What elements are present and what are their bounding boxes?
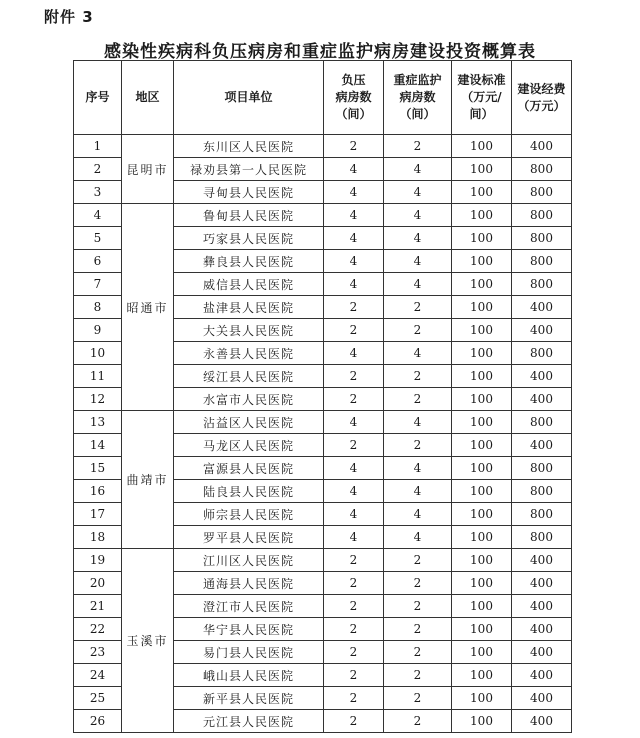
row-cost: 800 [512,342,572,365]
row-icu: 4 [384,503,452,526]
row-standard: 100 [452,664,512,687]
row-cost: 800 [512,250,572,273]
row-icu: 2 [384,595,452,618]
row-standard: 100 [452,342,512,365]
row-unit: 马龙区人民医院 [174,434,324,457]
row-icu: 2 [384,388,452,411]
row-icu: 4 [384,411,452,434]
row-seq: 11 [74,365,122,388]
row-unit: 江川区人民医院 [174,549,324,572]
row-unit: 威信县人民医院 [174,273,324,296]
row-unit: 彝良县人民医院 [174,250,324,273]
attachment-label: 附件 3 [44,8,94,26]
row-cost: 800 [512,411,572,434]
row-cost: 400 [512,388,572,411]
row-icu: 4 [384,181,452,204]
row-unit: 东川区人民医院 [174,135,324,158]
row-neg-pressure: 2 [324,434,384,457]
row-standard: 100 [452,273,512,296]
row-seq: 10 [74,342,122,365]
row-unit: 大关县人民医院 [174,319,324,342]
budget-table [73,60,572,733]
row-seq: 8 [74,296,122,319]
row-cost: 800 [512,457,572,480]
row-icu: 2 [384,710,452,733]
row-cost: 400 [512,710,572,733]
row-neg-pressure: 4 [324,181,384,204]
row-seq: 16 [74,480,122,503]
row-seq: 22 [74,618,122,641]
row-standard: 100 [452,319,512,342]
header-standard: 建设标准 （万元/ 间） [452,61,512,135]
row-seq: 18 [74,526,122,549]
row-standard: 100 [452,388,512,411]
row-unit: 绥江县人民医院 [174,365,324,388]
region-cell: 曲靖市 [122,411,174,549]
row-standard: 100 [452,572,512,595]
row-unit: 鲁甸县人民医院 [174,204,324,227]
header-row [74,61,572,135]
row-seq: 25 [74,687,122,710]
row-standard: 100 [452,181,512,204]
row-unit: 通海县人民医院 [174,572,324,595]
row-neg-pressure: 2 [324,296,384,319]
row-icu: 2 [384,618,452,641]
row-neg-pressure: 2 [324,135,384,158]
row-unit: 巧家县人民医院 [174,227,324,250]
header-icu: 重症监护 病房数 （间） [384,61,452,135]
row-standard: 100 [452,411,512,434]
row-unit: 寻甸县人民医院 [174,181,324,204]
row-neg-pressure: 2 [324,641,384,664]
row-unit: 新平县人民医院 [174,687,324,710]
row-neg-pressure: 2 [324,365,384,388]
row-neg-pressure: 2 [324,710,384,733]
row-seq: 14 [74,434,122,457]
row-standard: 100 [452,641,512,664]
row-standard: 100 [452,296,512,319]
table-body [74,135,572,733]
row-unit: 水富市人民医院 [174,388,324,411]
table-row [74,204,572,227]
row-seq: 20 [74,572,122,595]
row-standard: 100 [452,526,512,549]
row-neg-pressure: 2 [324,388,384,411]
row-standard: 100 [452,250,512,273]
row-cost: 400 [512,572,572,595]
row-icu: 2 [384,365,452,388]
header-cost: 建设经费 （万元） [512,61,572,135]
row-neg-pressure: 4 [324,273,384,296]
row-seq: 7 [74,273,122,296]
row-seq: 9 [74,319,122,342]
row-seq: 21 [74,595,122,618]
row-seq: 12 [74,388,122,411]
row-neg-pressure: 4 [324,158,384,181]
row-standard: 100 [452,457,512,480]
row-cost: 400 [512,641,572,664]
row-cost: 400 [512,549,572,572]
row-standard: 100 [452,365,512,388]
row-cost: 400 [512,664,572,687]
row-seq: 24 [74,664,122,687]
row-unit: 峨山县人民医院 [174,664,324,687]
row-unit: 禄劝县第一人民医院 [174,158,324,181]
row-cost: 800 [512,158,572,181]
row-seq: 2 [74,158,122,181]
row-standard: 100 [452,595,512,618]
row-seq: 6 [74,250,122,273]
row-standard: 100 [452,549,512,572]
row-unit: 元江县人民医院 [174,710,324,733]
row-seq: 23 [74,641,122,664]
header-unit: 项目单位 [174,61,324,135]
row-neg-pressure: 4 [324,480,384,503]
row-icu: 4 [384,273,452,296]
row-cost: 400 [512,618,572,641]
table-row [74,135,572,158]
row-seq: 15 [74,457,122,480]
row-unit: 陆良县人民医院 [174,480,324,503]
region-cell: 昭通市 [122,204,174,411]
row-seq: 17 [74,503,122,526]
row-cost: 800 [512,181,572,204]
row-neg-pressure: 2 [324,687,384,710]
row-icu: 4 [384,457,452,480]
row-icu: 4 [384,204,452,227]
row-unit: 富源县人民医院 [174,457,324,480]
row-cost: 800 [512,503,572,526]
row-cost: 800 [512,273,572,296]
row-icu: 4 [384,342,452,365]
row-unit: 罗平县人民医院 [174,526,324,549]
row-icu: 4 [384,526,452,549]
row-icu: 2 [384,296,452,319]
region-cell: 玉溪市 [122,549,174,733]
table-row [74,549,572,572]
row-neg-pressure: 4 [324,250,384,273]
row-standard: 100 [452,158,512,181]
row-icu: 2 [384,687,452,710]
row-cost: 400 [512,319,572,342]
row-unit: 澄江市人民医院 [174,595,324,618]
row-seq: 19 [74,549,122,572]
header-neg-pressure: 负压 病房数 （间） [324,61,384,135]
row-standard: 100 [452,687,512,710]
row-standard: 100 [452,618,512,641]
row-unit: 师宗县人民医院 [174,503,324,526]
row-seq: 1 [74,135,122,158]
row-cost: 800 [512,526,572,549]
row-cost: 400 [512,434,572,457]
row-neg-pressure: 4 [324,411,384,434]
row-cost: 800 [512,227,572,250]
row-neg-pressure: 2 [324,595,384,618]
row-icu: 4 [384,250,452,273]
row-unit: 永善县人民医院 [174,342,324,365]
row-icu: 2 [384,572,452,595]
row-standard: 100 [452,710,512,733]
row-neg-pressure: 2 [324,319,384,342]
row-icu: 2 [384,641,452,664]
row-standard: 100 [452,135,512,158]
row-cost: 400 [512,595,572,618]
row-standard: 100 [452,227,512,250]
row-neg-pressure: 4 [324,204,384,227]
row-unit: 盐津县人民医院 [174,296,324,319]
row-icu: 4 [384,480,452,503]
row-unit: 沾益区人民医院 [174,411,324,434]
row-unit: 易门县人民医院 [174,641,324,664]
row-icu: 4 [384,158,452,181]
row-cost: 800 [512,480,572,503]
row-neg-pressure: 2 [324,549,384,572]
row-icu: 2 [384,434,452,457]
row-neg-pressure: 2 [324,572,384,595]
row-seq: 3 [74,181,122,204]
row-cost: 400 [512,296,572,319]
row-icu: 2 [384,549,452,572]
row-neg-pressure: 2 [324,618,384,641]
row-neg-pressure: 4 [324,457,384,480]
row-standard: 100 [452,434,512,457]
row-neg-pressure: 4 [324,342,384,365]
row-neg-pressure: 4 [324,503,384,526]
header-region: 地区 [122,61,174,135]
row-neg-pressure: 4 [324,227,384,250]
table-row [74,411,572,434]
row-icu: 2 [384,664,452,687]
row-cost: 800 [512,204,572,227]
row-cost: 400 [512,365,572,388]
row-icu: 2 [384,135,452,158]
row-neg-pressure: 4 [324,526,384,549]
row-standard: 100 [452,204,512,227]
row-neg-pressure: 2 [324,664,384,687]
row-seq: 5 [74,227,122,250]
region-cell: 昆明市 [122,135,174,204]
row-icu: 4 [384,227,452,250]
header-seq: 序号 [74,61,122,135]
row-seq: 26 [74,710,122,733]
row-cost: 400 [512,135,572,158]
row-unit: 华宁县人民医院 [174,618,324,641]
row-standard: 100 [452,503,512,526]
row-icu: 2 [384,319,452,342]
row-standard: 100 [452,480,512,503]
row-cost: 400 [512,687,572,710]
row-seq: 13 [74,411,122,434]
row-seq: 4 [74,204,122,227]
document-title: 感染性疾病科负压病房和重症监护病房建设投资概算表 [104,42,536,62]
